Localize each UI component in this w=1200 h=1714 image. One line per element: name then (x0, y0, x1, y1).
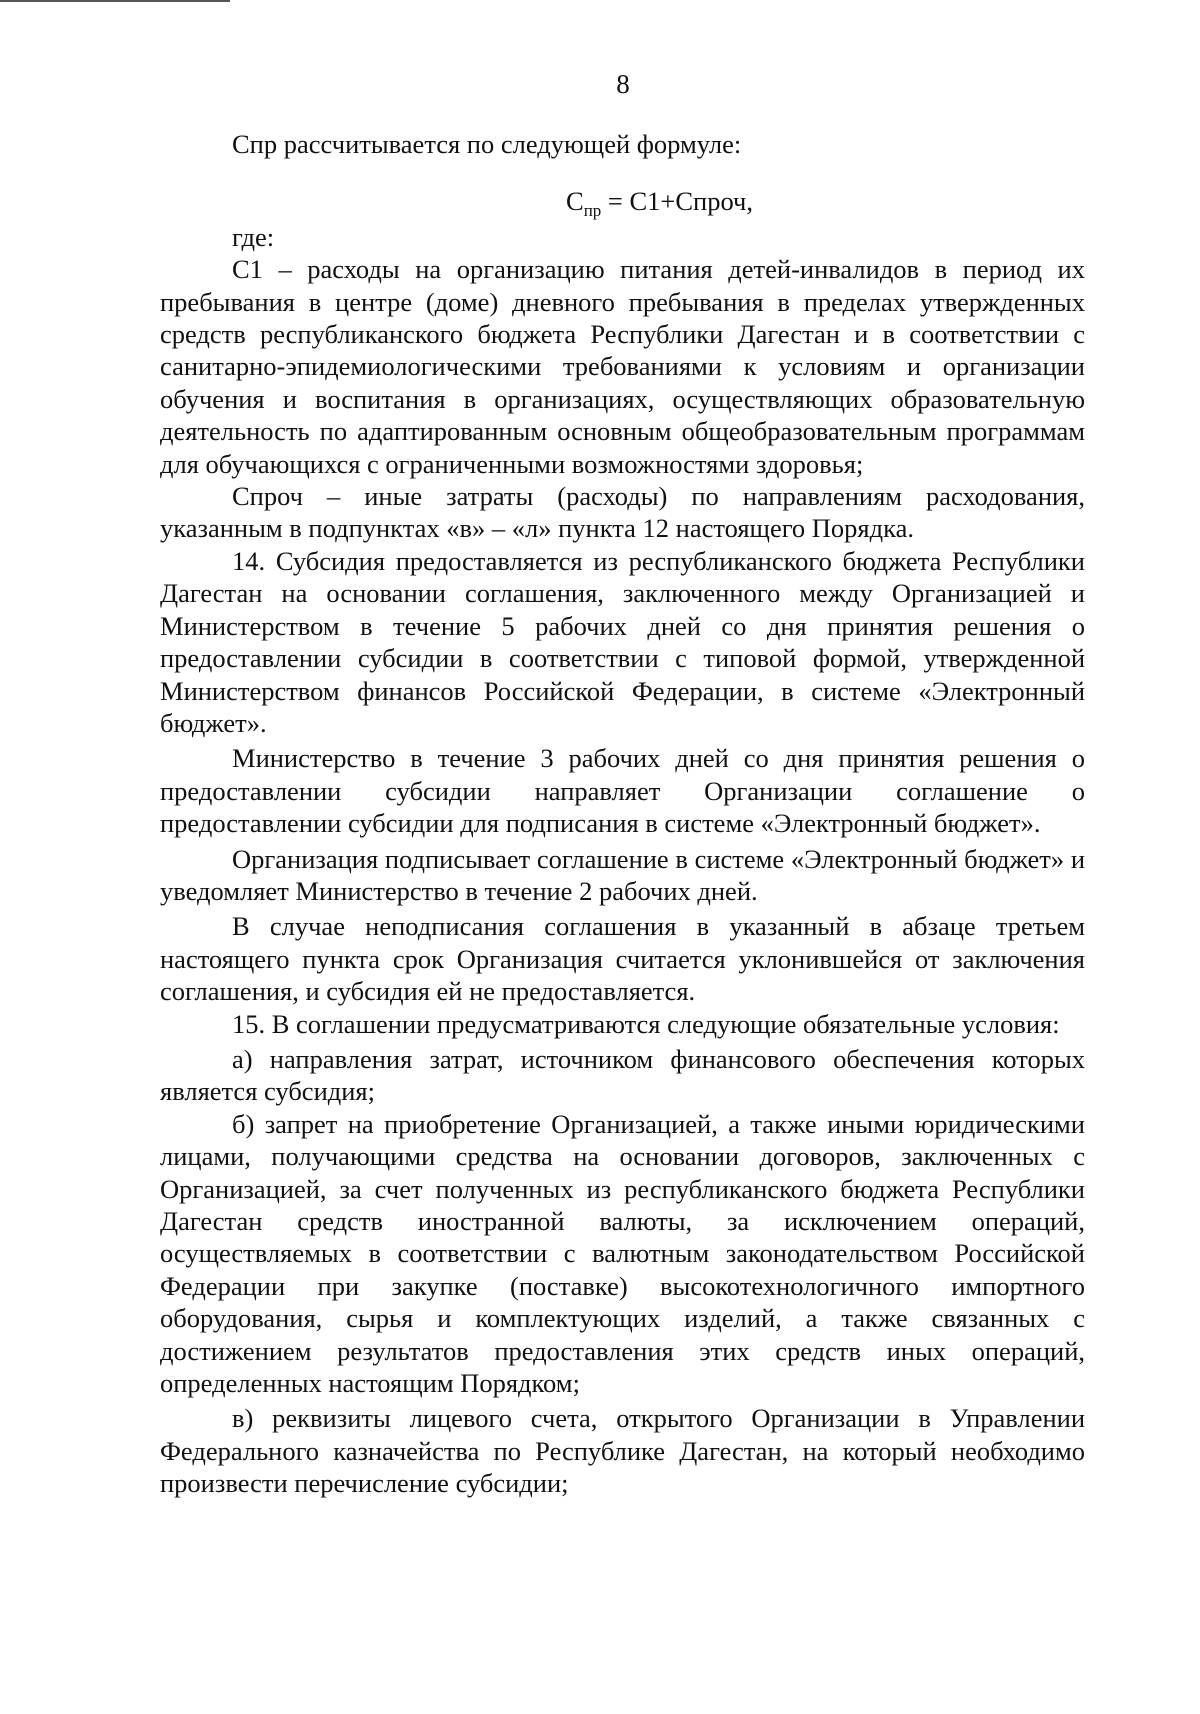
paragraph-c1-definition: С1 – расходы на организацию питания детей-инвалидов в период их пребывания в центре (доме) дневного пребывания в пределах утвержденных средств республиканского бюджета Республики Дагестан и в соответствии с санитарно-эпидемиологическими требованиями к условиям и организации обучения и воспитания в организациях, осуществляющих образовательную деятельность по адаптированным основным общеобразовательным программам для обучающихся с ограниченными возможностями здоровья; (160, 254, 1085, 479)
paragraph-15-agreement-conditions: 15. В соглашении предусматриваются следующие обязательные условия: (232, 1008, 1060, 1039)
paragraph-unsigned-agreement: В случае неподписания соглашения в указанный в абзаце третьем настоящего пункта срок Организация считается уклонившейся от заключения соглашения, и субсидия ей не предоставляется. (160, 911, 1085, 1007)
scan-edge-line (0, 0, 230, 2)
where-label: где: (232, 221, 275, 252)
document-body (160, 128, 1085, 1500)
paragraph-organization-signs: Организация подписывает соглашение в системе «Электронный бюджет» и уведомляет Министерство в течение 2 рабочих дней. (160, 843, 1085, 906)
formula (160, 185, 1085, 221)
paragraph-sproch-definition: Спроч – иные затраты (расходы) по направлениям расходования, указанным в подпунктах «в» – «л» пункта 12 настоящего Порядка. (160, 481, 1085, 544)
formula-rest: = С1+Спроч, (601, 186, 753, 217)
formula-subscript: пр (583, 201, 602, 221)
formula-intro: Спр рассчитывается по следующей формуле: (232, 129, 742, 159)
paragraph-ministry-sends-agreement: Министерство в течение 3 рабочих дней со дня принятия решения о предоставлении субсидии направляет Организации соглашение о предоставлении субсидии для подписания в системе «Электронный бюджет». (160, 743, 1085, 839)
list-item-a: а) направления затрат, источником финансового обеспечения которых является субсидия; (160, 1043, 1085, 1107)
list-item-b: б) запрет на приобретение Организацией, а также иными юридическими лицами, получающими средства на основании договоров, заключенных с Организацией, за счет полученных из республиканского бюджета Республики Дагестан средств иностранной валюты, за исключением операций, осуществляемых в соответствии с валютным законодательством Российской Федерации при закупке (поставке) высокотехнологичного импортного оборудования, сырья и комплектующих изделий, а также связанных с достижением результатов предоставления этих средств иных операций, определенных настоящим Порядком; (160, 1108, 1085, 1399)
formula-base: С (566, 186, 584, 217)
page-number: 8 (616, 69, 630, 99)
list-item-v: в) реквизиты лицевого счета, открытого Организации в Управлении Федерального казначейства по Республике Дагестан, на который необходимо произвести перечисление субсидии; (160, 1403, 1085, 1499)
paragraph-14-subsidy-agreement: 14. Субсидия предоставляется из республиканского бюджета Республики Дагестан на основании соглашения, заключенного между Организацией и Министерством в течение 5 рабочих дней со дня принятия решения о предоставлении субсидии в соответствии с типовой формой, утвержденной Министерством финансов Российской Федерации, в системе «Электронный бюджет». (160, 545, 1085, 738)
